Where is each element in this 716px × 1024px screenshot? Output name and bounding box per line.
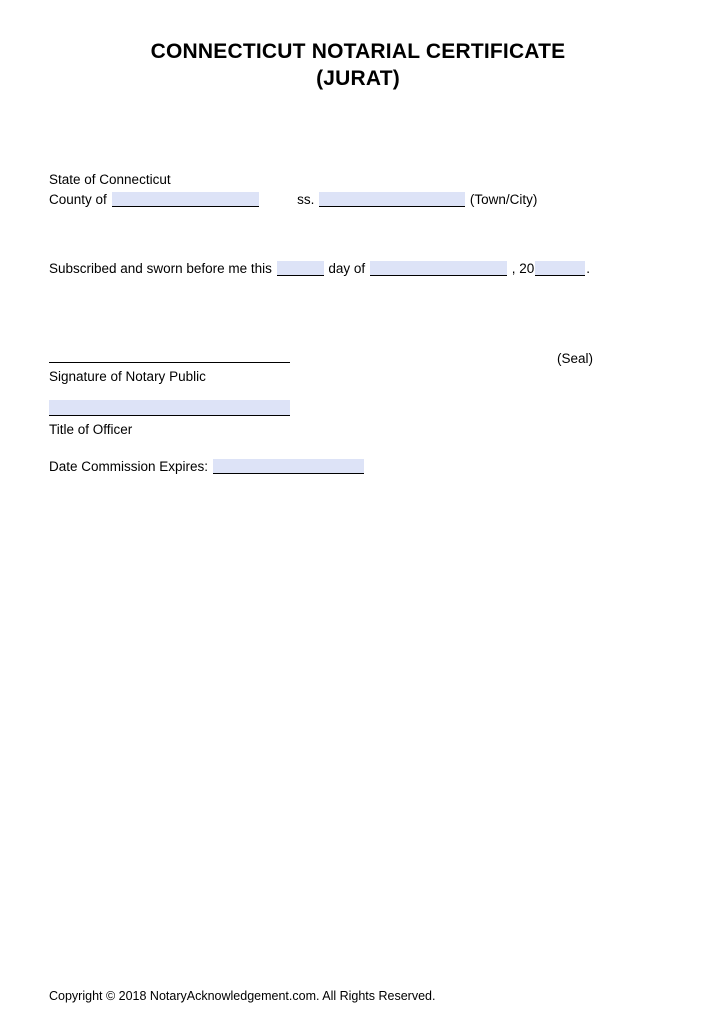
town-city-input[interactable] <box>319 192 465 207</box>
title-of-officer-caption <box>49 421 132 439</box>
day-of-label: day of <box>328 261 366 276</box>
signature-caption <box>49 368 206 386</box>
title-line-2: (JURAT) <box>316 67 400 90</box>
county-input[interactable] <box>112 192 259 207</box>
county-label: County of <box>49 192 107 207</box>
jurat-statement <box>49 258 590 278</box>
commission-expires-label: Date Commission Expires: <box>49 459 209 474</box>
year-prefix-label: , 20 <box>511 261 535 276</box>
day-input[interactable] <box>277 261 324 276</box>
month-input[interactable] <box>370 261 507 276</box>
jurat-lead-text: Subscribed and sworn before me this <box>49 261 272 276</box>
signature-input[interactable] <box>49 362 290 363</box>
year-input[interactable] <box>535 261 585 276</box>
commission-expires-input[interactable] <box>213 459 364 474</box>
page-title <box>0 38 716 92</box>
title-line-1: CONNECTICUT NOTARIAL CERTIFICATE <box>150 40 566 63</box>
state-label: State of Connecticut <box>49 172 171 187</box>
seal-label <box>557 350 593 368</box>
signature-label-text: Signature of Notary Public <box>49 369 206 384</box>
footer-copyright <box>49 988 435 1004</box>
seal-text: (Seal) <box>557 351 594 366</box>
jurat-sentence-end: . <box>586 261 591 276</box>
title-of-officer-label-text: Title of Officer <box>49 422 133 437</box>
town-city-suffix-label: (Town/City) <box>469 192 538 207</box>
commission-expires-line <box>49 456 365 476</box>
ss-label: ss. <box>297 192 315 207</box>
footer-copyright-text: Copyright © 2018 NotaryAcknowledgement.com. All Rights Reserved. <box>49 989 436 1003</box>
title-of-officer-input[interactable] <box>49 400 290 416</box>
county-line <box>49 189 537 209</box>
state-line <box>49 171 171 189</box>
